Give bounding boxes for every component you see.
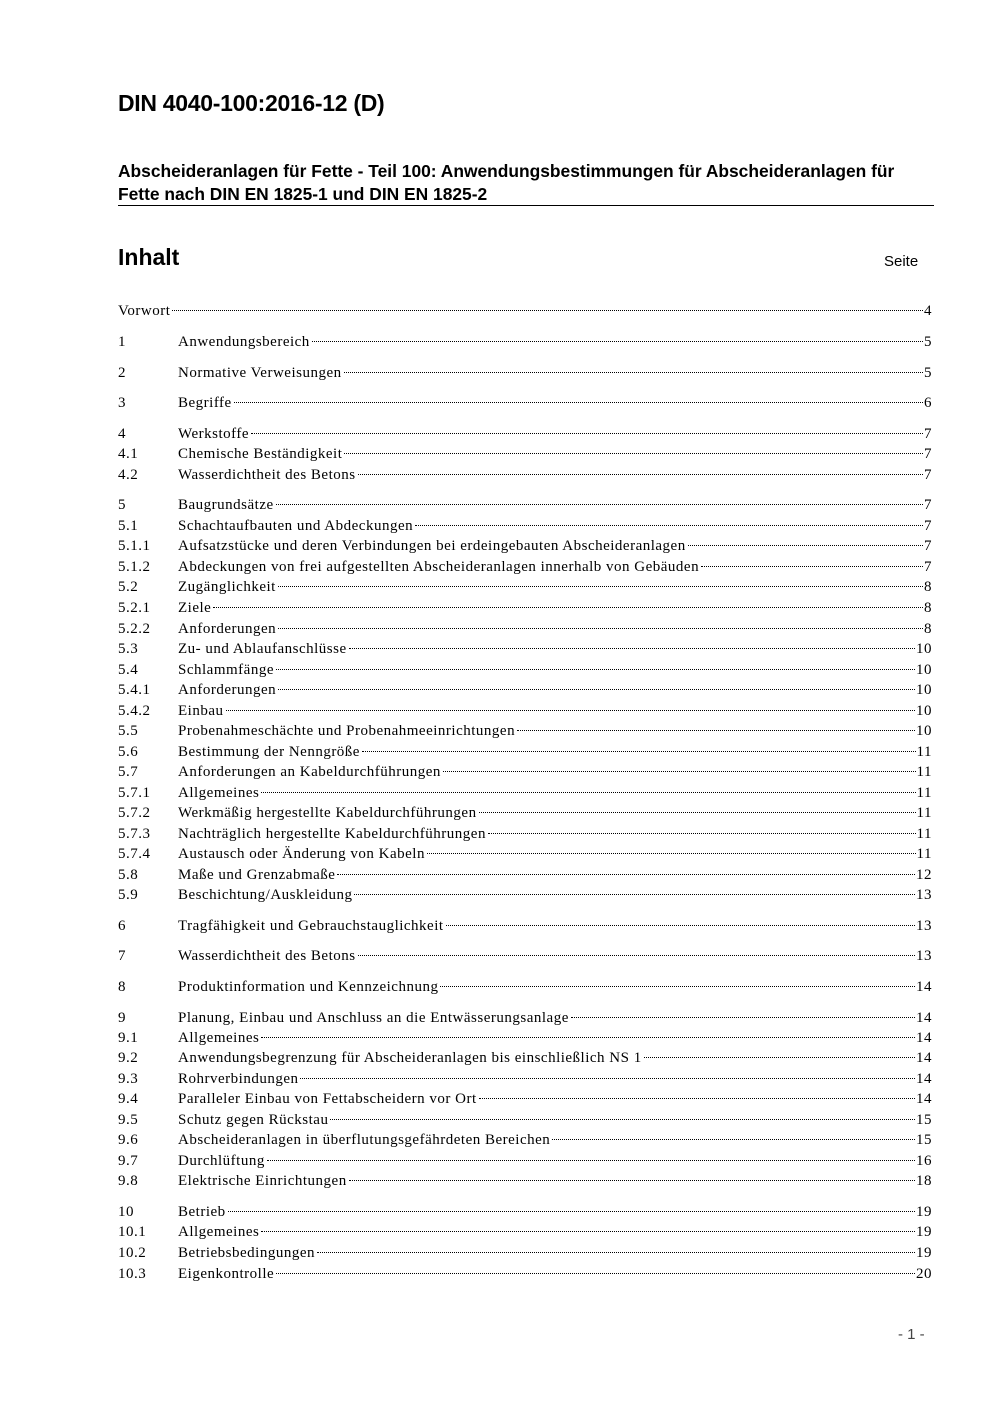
toc-entry-number: 5.2.2 (118, 621, 151, 637)
toc-dot-leader (415, 525, 923, 526)
toc-entry-title-row (178, 824, 932, 844)
toc-entry-number: 6 (118, 918, 126, 934)
toc-entry-page: 4 (924, 303, 932, 319)
toc-entry-title-row (178, 1110, 932, 1130)
toc-entry-title-row (178, 1089, 932, 1109)
toc-entry[interactable] (118, 332, 932, 352)
toc-entry-page: 6 (924, 395, 932, 411)
toc-entry[interactable] (118, 946, 932, 966)
toc-entry-title-row (178, 639, 932, 659)
document-title: DIN 4040-100:2016-12 (D) (118, 90, 385, 116)
toc-entry-page: 11 (916, 826, 932, 842)
toc-dot-leader (278, 689, 915, 690)
toc-entry-title: Baugrundsätze (178, 497, 274, 513)
toc-entry-title: Eigenkontrolle (178, 1266, 275, 1282)
toc-dot-leader (261, 792, 915, 793)
toc-dot-leader (344, 453, 923, 454)
toc-entry-title: Allgemeines (178, 785, 260, 801)
toc-entry-title: Zu- und Ablaufanschlüsse (178, 641, 347, 657)
toc-entry-title: Elektrische Einrichtungen (178, 1173, 347, 1189)
toc-entry-number: 5.1 (118, 518, 139, 534)
toc-entry-title-row (178, 1130, 932, 1150)
toc-dot-leader (440, 986, 915, 987)
toc-entry-page: 7 (924, 467, 932, 483)
toc-heading: Inhalt (118, 244, 180, 270)
toc-entry-number: 5.7.4 (118, 846, 151, 862)
toc-entry-number: 7 (118, 948, 126, 964)
toc-dot-leader (330, 1119, 915, 1120)
toc-entry[interactable] (118, 660, 932, 680)
toc-entry-title: Anforderungen (178, 682, 277, 698)
toc-dot-leader (362, 751, 916, 752)
toc-entry-title: Maße und Grenzabmaße (178, 867, 336, 883)
toc-entry-title-row (178, 1069, 932, 1089)
toc-entry-title-row (178, 1243, 932, 1263)
toc-dot-leader (354, 894, 915, 895)
toc-entry-page: 11 (916, 785, 932, 801)
toc-entry-title-row (178, 803, 932, 823)
toc-dot-leader (226, 710, 916, 711)
toc-entry-title-row (178, 844, 932, 864)
toc-entry-page: 14 (916, 1030, 932, 1046)
toc-entry-title: Tragfähigkeit und Gebrauchstauglichkeit (178, 918, 444, 934)
toc-entry-number: 1 (118, 334, 126, 350)
toc-entry-title: Allgemeines (178, 1030, 260, 1046)
toc-entry-page: 7 (924, 559, 932, 575)
toc-dot-leader (251, 433, 923, 434)
toc-dot-leader (358, 474, 923, 475)
toc-entry-number: 5.7.2 (118, 805, 151, 821)
toc-entry[interactable] (118, 598, 932, 618)
toc-entry[interactable] (118, 701, 932, 721)
toc-entry-page: 7 (924, 538, 932, 554)
toc-entry-page: 11 (916, 846, 932, 862)
toc-entry-title-row (178, 680, 932, 700)
toc-dot-leader (349, 1180, 915, 1181)
toc-dot-leader (213, 607, 923, 608)
toc-entry-title-row (178, 516, 932, 536)
toc-entry-title: Werkstoffe (178, 426, 249, 442)
toc-entry[interactable] (118, 721, 932, 741)
toc-entry[interactable] (118, 465, 932, 485)
toc-entry-number: 5.1.2 (118, 559, 151, 575)
toc-dot-leader (234, 402, 923, 403)
toc-entry-page: 14 (916, 1050, 932, 1066)
toc-entry-title-row (178, 332, 932, 352)
toc-entry-page: 5 (924, 334, 932, 350)
toc-entry-page: 14 (916, 1071, 932, 1087)
toc-entry-page: 7 (924, 446, 932, 462)
toc-entry-number: 9.6 (118, 1132, 139, 1148)
toc-entry[interactable] (118, 393, 932, 413)
toc-entry-title: Abdeckungen von frei aufgestellten Abscheideranlagen innerhalb von Gebäuden (178, 559, 700, 575)
toc-entry[interactable] (118, 977, 932, 997)
toc-entry-page: 13 (916, 918, 932, 934)
toc-entry-title: Werkmäßig hergestellte Kabeldurchführungen (178, 805, 477, 821)
toc-entry[interactable] (118, 783, 932, 803)
toc-entry[interactable] (118, 424, 932, 444)
toc-entry-number: 10 (118, 1204, 134, 1220)
toc-dot-leader (261, 1037, 915, 1038)
toc-dot-leader (278, 586, 923, 587)
toc-entry[interactable] (118, 680, 932, 700)
toc-entry-title-row (178, 1222, 932, 1242)
toc-entry-title-row (178, 977, 932, 997)
toc-entry-number: 2 (118, 365, 126, 381)
toc-entry-number: 9.5 (118, 1112, 139, 1128)
toc-entry-title: Anwendungsbereich (178, 334, 310, 350)
toc-dot-leader (312, 341, 923, 342)
toc-entry-number: 10.3 (118, 1266, 147, 1282)
toc-entry-title: Anforderungen an Kabeldurchführungen (178, 764, 441, 780)
toc-entry-title: Nachträglich hergestellte Kabeldurchführungen (178, 826, 486, 842)
toc-entry-title: Allgemeines (178, 1224, 260, 1240)
toc-entry-title-row (178, 885, 932, 905)
toc-entry-title-row (178, 721, 932, 741)
toc-dot-leader (688, 545, 923, 546)
toc-entry-number: 9.4 (118, 1091, 139, 1107)
toc-entry[interactable] (118, 1151, 932, 1171)
toc-entry-title-row (178, 598, 932, 618)
toc-dot-leader (517, 730, 915, 731)
toc-entry-number: 5.7.3 (118, 826, 151, 842)
toc-entry-title-row (178, 1202, 932, 1222)
toc-entry[interactable] (118, 762, 932, 782)
toc-entry-number: 5.3 (118, 641, 139, 657)
toc-entry-title: Abscheideranlagen in überflutungsgefährdeten Bereichen (178, 1132, 551, 1148)
toc-entry[interactable] (118, 1264, 932, 1284)
toc-entry-title-row (178, 742, 932, 762)
toc-entry-title-row (178, 1171, 932, 1191)
toc-dot-leader (317, 1252, 915, 1253)
toc-entry[interactable] (118, 1048, 932, 1068)
toc-entry-title: Wasserdichtheit des Betons (178, 948, 356, 964)
toc-entry-number: 5.4.1 (118, 682, 151, 698)
toc-entry-page: 14 (916, 1010, 932, 1026)
toc-entry-title: Rohrverbindungen (178, 1071, 299, 1087)
toc-entry[interactable] (118, 516, 932, 536)
toc-entry-page: 8 (924, 621, 932, 637)
toc-dot-leader (552, 1139, 915, 1140)
page-column-label: Seite (884, 253, 919, 270)
toc-entry[interactable] (118, 916, 932, 936)
toc-entry-number: 10.1 (118, 1224, 147, 1240)
toc-dot-leader (427, 853, 916, 854)
toc-entry-number: 4 (118, 426, 126, 442)
toc-dot-leader (701, 566, 923, 567)
toc-entry[interactable] (118, 444, 932, 464)
toc-entry-number: 3 (118, 395, 126, 411)
toc-entry[interactable] (118, 639, 932, 659)
toc-entry-title-row (178, 465, 932, 485)
toc-entry-title: Ziele (178, 600, 212, 616)
toc-entry-title-row (178, 1028, 932, 1048)
toc-entry[interactable] (118, 301, 932, 321)
toc-entry-title-row (178, 1264, 932, 1284)
toc-dot-leader (479, 1098, 915, 1099)
toc-entry-title-row (178, 946, 932, 966)
toc-entry[interactable] (118, 1202, 932, 1222)
toc-entry-page: 7 (924, 426, 932, 442)
toc-entry[interactable] (118, 824, 932, 844)
toc-entry[interactable] (118, 1171, 932, 1191)
toc-entry-number: 5.7 (118, 764, 139, 780)
toc-entry-title: Anwendungsbegrenzung für Abscheideranlagen bis einschließlich NS 1 (178, 1050, 642, 1066)
toc-entry-title: Anforderungen (178, 621, 277, 637)
toc-entry[interactable] (118, 1028, 932, 1048)
toc-entry-number: 4.2 (118, 467, 139, 483)
toc-entry-title: Betriebsbedingungen (178, 1245, 315, 1261)
toc-entry-page: 10 (916, 723, 932, 739)
toc-entry[interactable] (118, 495, 932, 515)
toc-entry-page: 11 (916, 805, 932, 821)
toc-entry-page: 13 (916, 887, 932, 903)
toc-entry[interactable] (118, 803, 932, 823)
toc-dot-leader (479, 812, 916, 813)
toc-entry-title: Wasserdichtheit des Betons (178, 467, 356, 483)
toc-entry-title-row (178, 495, 932, 515)
toc-dot-leader (261, 1231, 915, 1232)
toc-dot-leader (446, 925, 915, 926)
toc-entry[interactable] (118, 557, 932, 577)
toc-entry-title: Zugänglichkeit (178, 579, 276, 595)
toc-entry[interactable] (118, 1222, 932, 1242)
toc-entry-title-row (178, 783, 932, 803)
toc-entry-title: Austausch oder Änderung von Kabeln (178, 846, 425, 862)
toc-entry-page: 16 (916, 1153, 932, 1169)
toc-entry-title: Begriffe (178, 395, 232, 411)
toc-entry-title-row (178, 701, 932, 721)
toc-entry-number: 8 (118, 979, 126, 995)
toc-entry-number: 9.7 (118, 1153, 139, 1169)
toc-entry-title-row (178, 1008, 932, 1028)
toc-entry-page: 14 (916, 1091, 932, 1107)
toc-dot-leader (276, 504, 923, 505)
toc-entry-title: Schlammfänge (178, 662, 274, 678)
toc-entry-title-row (178, 762, 932, 782)
toc-entry-title-row (178, 424, 932, 444)
toc-entry-page: 15 (916, 1112, 932, 1128)
toc-entry-number: 9.1 (118, 1030, 139, 1046)
toc-entry-title: Paralleler Einbau von Fettabscheidern vor Ort (178, 1091, 477, 1107)
toc-entry-title: Beschichtung/Auskleidung (178, 887, 353, 903)
toc-dot-leader (488, 833, 916, 834)
toc-entry-page: 8 (924, 600, 932, 616)
toc-entry-page: 20 (916, 1266, 932, 1282)
toc-dot-leader (267, 1160, 915, 1161)
toc-entry-page: 7 (924, 518, 932, 534)
toc-dot-leader (358, 955, 915, 956)
toc-entry-title-row (178, 619, 932, 639)
toc-entry-title: Bestimmung der Nenngröße (178, 744, 360, 760)
toc-dot-leader (344, 372, 923, 373)
toc-dot-leader (276, 669, 915, 670)
toc-entry-title: Schutz gegen Rückstau (178, 1112, 329, 1128)
toc-entry-page: 10 (916, 682, 932, 698)
toc-entry-title-row (118, 301, 932, 321)
toc-entry-number: 9.8 (118, 1173, 139, 1189)
toc-entry-number: 5.7.1 (118, 785, 151, 801)
toc-entry-page: 11 (916, 764, 932, 780)
toc-entry-page: 12 (916, 867, 932, 883)
toc-entry-number: 5.2 (118, 579, 139, 595)
toc-entry[interactable] (118, 1008, 932, 1028)
toc-entry[interactable] (118, 844, 932, 864)
toc-entry-title-row (178, 660, 932, 680)
toc-dot-leader (172, 310, 923, 311)
toc-entry-page: 11 (916, 744, 932, 760)
toc-entry-page: 14 (916, 979, 932, 995)
toc-entry-page: 19 (916, 1224, 932, 1240)
toc-entry-title-row (178, 393, 932, 413)
page-number: - 1 - (898, 1326, 925, 1343)
toc-dot-leader (337, 874, 915, 875)
toc-dot-leader (349, 648, 915, 649)
toc-entry[interactable] (118, 1110, 932, 1130)
toc-entry-title-row (178, 363, 932, 383)
toc-entry-number: 5.5 (118, 723, 139, 739)
toc-entry-title-row (178, 916, 932, 936)
toc-entry-title-row (178, 1048, 932, 1068)
toc-entry-title-row (178, 1151, 932, 1171)
toc-entry-page: 10 (916, 641, 932, 657)
toc-entry[interactable] (118, 577, 932, 597)
toc-entry[interactable] (118, 1243, 932, 1263)
toc-entry-number: 5.6 (118, 744, 139, 760)
toc-dot-leader (228, 1211, 915, 1212)
toc-entry-title: Chemische Beständigkeit (178, 446, 343, 462)
toc-entry-page: 10 (916, 703, 932, 719)
toc-dot-leader (300, 1078, 915, 1079)
toc-entry-number: 10.2 (118, 1245, 147, 1261)
toc-entry-number: 9.3 (118, 1071, 139, 1087)
toc-entry-number: 9.2 (118, 1050, 139, 1066)
toc-entry-page: 19 (916, 1245, 932, 1261)
toc-entry-page: 5 (924, 365, 932, 381)
toc-entry-title: Produktinformation und Kennzeichnung (178, 979, 439, 995)
toc-entry[interactable] (118, 885, 932, 905)
toc-entry-number: 5.8 (118, 867, 139, 883)
toc-entry-page: 8 (924, 579, 932, 595)
toc-entry-title: Planung, Einbau und Anschluss an die Entwässerungsanlage (178, 1010, 569, 1026)
toc-entry[interactable] (118, 536, 932, 556)
toc-entry-title-row (178, 536, 932, 556)
toc-entry-number: 5.4.2 (118, 703, 151, 719)
toc-entry[interactable] (118, 363, 932, 383)
toc-entry[interactable] (118, 1089, 932, 1109)
toc-entry-title: Schachtaufbauten und Abdeckungen (178, 518, 414, 534)
toc-dot-leader (443, 771, 916, 772)
toc-entry-number: 5.2.1 (118, 600, 151, 616)
toc-entry-number: 9 (118, 1010, 126, 1026)
toc-entry-title-row (178, 444, 932, 464)
toc-entry-title: Einbau (178, 703, 224, 719)
toc-entry-title-row (178, 557, 932, 577)
toc-entry-title-row (178, 577, 932, 597)
toc-entry-title: Durchlüftung (178, 1153, 265, 1169)
toc-entry-number: 4.1 (118, 446, 139, 462)
toc-entry-page: 19 (916, 1204, 932, 1220)
toc-entry-title: Probenahmeschächte und Probenahmeeinrichtungen (178, 723, 516, 739)
toc-entry-title: Vorwort (118, 303, 171, 319)
toc-entry[interactable] (118, 865, 932, 885)
toc-entry-page: 13 (916, 948, 932, 964)
toc-entry-title-row (178, 865, 932, 885)
toc-entry-number: 5.1.1 (118, 538, 151, 554)
toc-entry-number: 5 (118, 497, 126, 513)
document-subtitle: Abscheideranlagen für Fette - Teil 100: Anwendungsbestimmungen für Abscheideranlagen für Fette nach DIN EN 1825-1 und DIN EN 1825-2 (118, 161, 895, 204)
toc-entry-page: 18 (916, 1173, 932, 1189)
toc-entry[interactable] (118, 1069, 932, 1089)
toc-entry-page: 7 (924, 497, 932, 513)
toc-entry-page: 15 (916, 1132, 932, 1148)
toc-dot-leader (571, 1017, 915, 1018)
toc-entry-title: Normative Verweisungen (178, 365, 342, 381)
toc-entry-number: 5.9 (118, 887, 139, 903)
toc-entry[interactable] (118, 742, 932, 762)
toc-entry-title: Aufsatzstücke und deren Verbindungen bei erdeingebauten Abscheideranlagen (178, 538, 686, 554)
toc-dot-leader (276, 1273, 915, 1274)
toc-dot-leader (278, 628, 923, 629)
toc-dot-leader (644, 1057, 915, 1058)
toc-entry[interactable] (118, 1130, 932, 1150)
toc-entry-title: Betrieb (178, 1204, 226, 1220)
toc-entry-number: 5.4 (118, 662, 139, 678)
toc-entry-page: 10 (916, 662, 932, 678)
toc-entry[interactable] (118, 619, 932, 639)
